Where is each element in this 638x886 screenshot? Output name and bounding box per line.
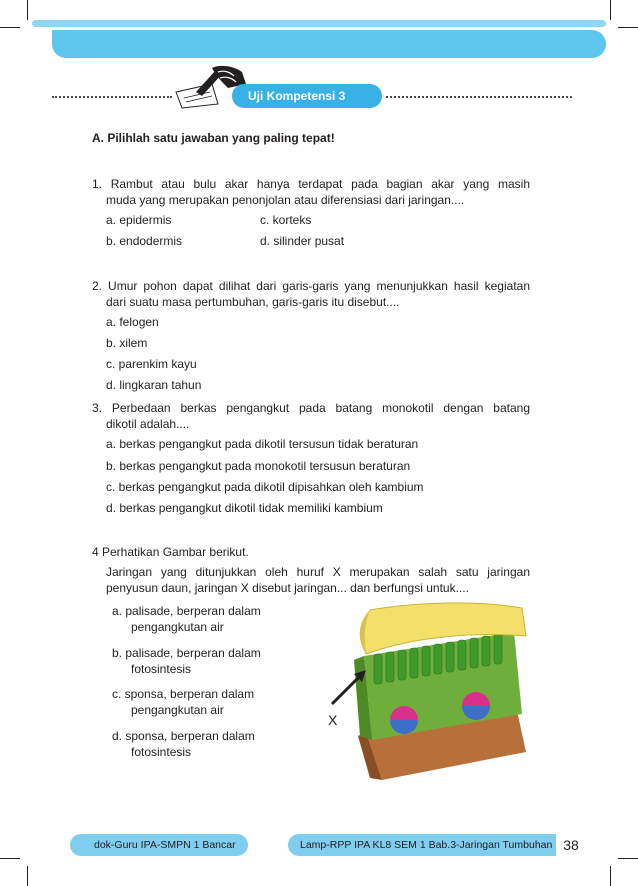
q1-option-a: a. epidermis: [106, 213, 172, 227]
header-bar: [52, 30, 606, 58]
q2-line2: dari suatu masa pertumbuhan, garis-garis itu disebut....: [106, 295, 400, 309]
q4-option-d-line1: d. sponsa, berperan dalam: [112, 729, 255, 743]
q1-line1: 1. Rambut atau bulu akar hanya terdapat pada bagian akar yang masih: [92, 177, 530, 191]
section-badge: Uji Kompetensi 3: [232, 84, 382, 108]
q4-line1: Jaringan yang ditunjukkan oleh huruf X merupakan salah satu jaringan: [106, 565, 530, 579]
q1-line2: muda yang merupakan penonjolan atau diferensiasi dari jaringan....: [106, 193, 465, 207]
crop-mark: [0, 27, 20, 28]
q3-line1: 3. Perbedaan berkas pengangkut pada batang monokotil dengan batang: [92, 401, 530, 415]
crop-mark: [27, 0, 28, 20]
crop-mark: [618, 27, 638, 28]
q3-line2: dikotil adalah....: [106, 417, 190, 431]
crop-mark: [610, 866, 611, 886]
q3-option: a. berkas pengangkut pada dikotil tersusun tidak beraturan: [106, 437, 419, 451]
q3-option: c. berkas pengangkut pada dikotil dipisahkan oleh kambium: [106, 480, 424, 494]
q3-option: d. berkas pengangkut dikotil tidak memiliki kambium: [106, 501, 383, 515]
q2-option: c. parenkim kayu: [106, 357, 197, 371]
q4-option-c-line2: pengangkutan air: [131, 703, 224, 717]
crop-mark: [0, 858, 20, 859]
crop-mark: [27, 866, 28, 886]
crop-mark: [610, 0, 611, 20]
q1-option-c: c. korteks: [260, 213, 312, 227]
q1-option-d: d. silinder pusat: [260, 234, 345, 248]
footer-left: dok-Guru IPA-SMPN 1 Bancar: [70, 834, 248, 856]
q4-option-d-line2: fotosintesis: [131, 745, 192, 759]
q2-option: b. xilem: [106, 336, 148, 350]
footer-right: Lamp-RPP IPA KL8 SEM 1 Bab.3-Jaringan Tumbuhan: [288, 834, 574, 856]
q2-option: a. felogen: [106, 315, 159, 329]
q1-option-b: b. endodermis: [106, 234, 183, 248]
q4-option-b-line1: b. palisade, berperan dalam: [112, 646, 261, 660]
header-band: [32, 20, 606, 27]
leaf-cross-section-figure: [326, 602, 530, 786]
q2-option: d. lingkaran tahun: [106, 378, 202, 392]
q4-line2: penyusun daun, jaringan X disebut jaringan... dan berfungsi untuk....: [106, 581, 469, 595]
q3-option: b. berkas pengangkut pada monokotil tersusun beraturan: [106, 459, 411, 473]
dotted-rule-right: [386, 96, 572, 98]
crop-mark: [618, 858, 638, 859]
figure-label-x: X: [328, 712, 338, 728]
section-title: A. Pilihlah satu jawaban yang paling tepat!: [92, 131, 335, 145]
q4-option-a-line1: a. palisade, berperan dalam: [112, 604, 261, 618]
q4-option-a-line2: pengangkutan air: [131, 620, 224, 634]
q4-line0: 4 Perhatikan Gambar berikut.: [92, 545, 249, 559]
q4-option-c-line1: c. sponsa, berperan dalam: [112, 687, 255, 701]
q2-line1: 2. Umur pohon dapat dilihat dari garis-garis yang menunjukkan hasil kegiatan: [92, 279, 530, 293]
dotted-rule-left: [52, 96, 172, 98]
q4-option-b-line2: fotosintesis: [131, 662, 192, 676]
page-number: 38: [556, 834, 586, 856]
